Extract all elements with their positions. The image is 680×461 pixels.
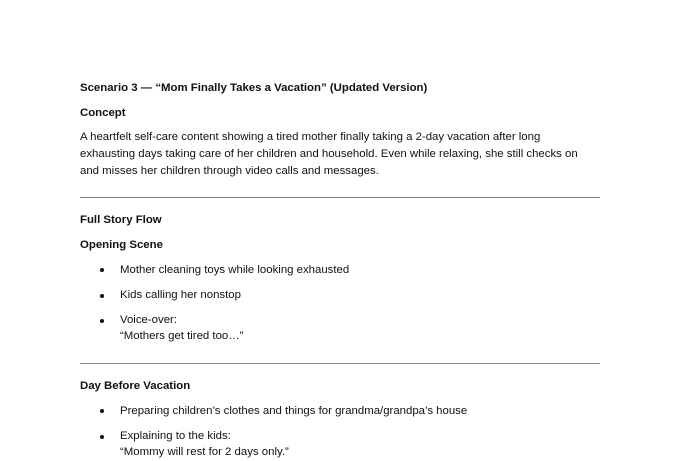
list-item-quote: “Mommy will rest for 2 days only.” — [120, 446, 289, 458]
scenario-title: Scenario 3 — “Mom Finally Takes a Vacation” (Updated Version) — [80, 82, 428, 94]
bullet-icon — [100, 409, 104, 413]
day-before-vacation-heading: Day Before Vacation — [80, 380, 191, 392]
list-item-quote: “Mothers get tired too…” — [120, 330, 244, 342]
concept-paragraph-line: and misses her children through video calls and messages. — [80, 165, 379, 177]
bullet-icon — [100, 294, 104, 298]
bullet-icon — [100, 319, 104, 323]
list-item-text: Voice-over: — [120, 314, 177, 326]
concept-heading: Concept — [80, 107, 126, 119]
list-item-text: Preparing children’s clothes and things for grandma/grandpa’s house — [120, 405, 468, 417]
full-story-flow-heading: Full Story Flow — [80, 214, 162, 226]
concept-paragraph-line: exhausting days taking care of her children and household. Even while relaxing, she still checks on — [80, 148, 578, 160]
list-item-text: Explaining to the kids: — [120, 430, 231, 442]
opening-scene-heading: Opening Scene — [80, 239, 163, 251]
section-divider — [80, 363, 600, 364]
bullet-icon — [100, 435, 104, 439]
list-item-text: Mother cleaning toys while looking exhausted — [120, 264, 350, 276]
list-item-text: Kids calling her nonstop — [120, 289, 241, 301]
concept-paragraph-line: A heartfelt self-care content showing a tired mother finally taking a 2-day vacation after long — [80, 131, 541, 143]
section-divider — [80, 197, 600, 198]
bullet-icon — [100, 268, 104, 272]
